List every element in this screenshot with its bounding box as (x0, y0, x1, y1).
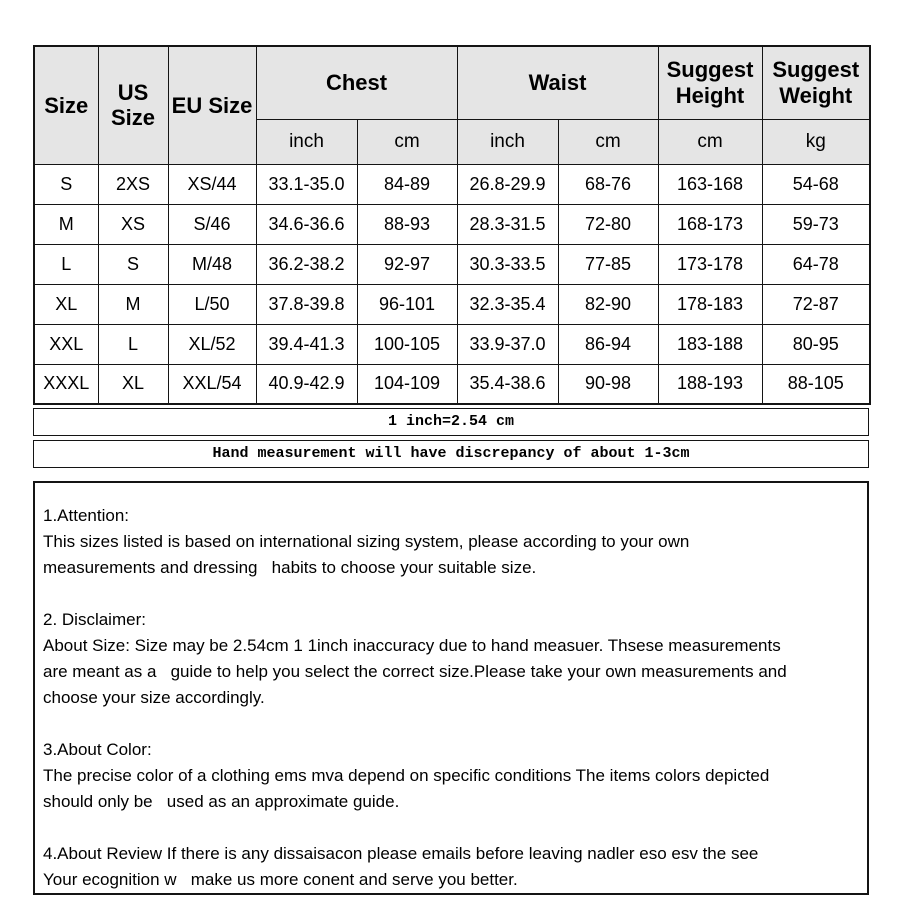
eu-size-cell: L/50 (168, 284, 256, 324)
size-chart-table (33, 45, 871, 405)
waist-inch-cell: 33.9-37.0 (457, 324, 558, 364)
info-line: This sizes listed is based on international sizing system, please according to your own (43, 532, 690, 551)
weight-cell: 80-95 (762, 324, 870, 364)
eu-size-cell: XS/44 (168, 164, 256, 204)
table-body (34, 164, 870, 404)
info-line: measurements and dressing habits to choose your suitable size. (43, 558, 537, 577)
chest-cm-cell: 96-101 (357, 284, 457, 324)
info-line: choose your size accordingly. (43, 688, 265, 707)
waist-cm-cell: 90-98 (558, 364, 658, 404)
size-cell: XXL (34, 324, 98, 364)
size-cell: M (34, 204, 98, 244)
height-cell: 168-173 (658, 204, 762, 244)
table-row (34, 364, 870, 404)
size-cell: L (34, 244, 98, 284)
waist-inch-cell: 32.3-35.4 (457, 284, 558, 324)
us-size-cell: M (98, 284, 168, 324)
eu-size-cell: XL/52 (168, 324, 256, 364)
info-line: About Size: Size may be 2.54cm 1 1inch inaccuracy due to hand measuer. Thsese measurements (43, 636, 781, 655)
us-size-cell: 2XS (98, 164, 168, 204)
table-row (34, 164, 870, 204)
column-header-waist: Waist (457, 46, 658, 119)
chest-cm-cell: 92-97 (357, 244, 457, 284)
info-line: 4.About Review If there is any dissaisacon please emails before leaving nadler eso esv the see (43, 844, 759, 863)
us-size-cell: L (98, 324, 168, 364)
waist-cm-cell: 68-76 (558, 164, 658, 204)
table-row (34, 324, 870, 364)
eu-size-cell: M/48 (168, 244, 256, 284)
waist-cm-cell: 86-94 (558, 324, 658, 364)
unit-header-chest-cm: cm (357, 119, 457, 164)
chest-cm-cell: 84-89 (357, 164, 457, 204)
size-cell: XXXL (34, 364, 98, 404)
unit-header-waist-cm: cm (558, 119, 658, 164)
height-cell: 178-183 (658, 284, 762, 324)
height-cell: 173-178 (658, 244, 762, 284)
info-line: Your ecognition w make us more conent and serve you better. (43, 870, 518, 889)
info-line: 1.Attention: (43, 506, 130, 525)
chest-inch-cell: 39.4-41.3 (256, 324, 357, 364)
chest-inch-cell: 40.9-42.9 (256, 364, 357, 404)
weight-cell: 88-105 (762, 364, 870, 404)
height-cell: 163-168 (658, 164, 762, 204)
chest-inch-cell: 34.6-36.6 (256, 204, 357, 244)
chest-cm-cell: 100-105 (357, 324, 457, 364)
column-header-suggest-weight: Suggest Weight (762, 46, 870, 119)
info-line: 3.About Color: (43, 740, 152, 759)
weight-cell: 72-87 (762, 284, 870, 324)
info-panel (33, 481, 869, 895)
chest-inch-cell: 36.2-38.2 (256, 244, 357, 284)
waist-cm-cell: 82-90 (558, 284, 658, 324)
waist-inch-cell: 35.4-38.6 (457, 364, 558, 404)
size-cell: S (34, 164, 98, 204)
eu-size-cell: S/46 (168, 204, 256, 244)
waist-cm-cell: 77-85 (558, 244, 658, 284)
column-header-chest: Chest (256, 46, 457, 119)
column-header-eu-size: EU Size (168, 46, 256, 164)
chest-cm-cell: 104-109 (357, 364, 457, 404)
unit-header-waist-inch: inch (457, 119, 558, 164)
size-cell: XL (34, 284, 98, 324)
info-section-about-review (43, 841, 859, 893)
info-line: 2. Disclaimer: (43, 610, 146, 629)
column-header-size: Size (34, 46, 98, 164)
waist-inch-cell: 30.3-33.5 (457, 244, 558, 284)
weight-cell: 54-68 (762, 164, 870, 204)
weight-cell: 64-78 (762, 244, 870, 284)
note-inch-conversion: 1 inch=2.54 cm (33, 408, 869, 436)
waist-cm-cell: 72-80 (558, 204, 658, 244)
waist-inch-cell: 26.8-29.9 (457, 164, 558, 204)
header-row-main (34, 46, 870, 119)
info-line: The precise color of a clothing ems mva depend on specific conditions The items colors depicted (43, 766, 770, 785)
unit-header-chest-inch: inch (256, 119, 357, 164)
weight-cell: 59-73 (762, 204, 870, 244)
us-size-cell: S (98, 244, 168, 284)
height-cell: 183-188 (658, 324, 762, 364)
us-size-cell: XL (98, 364, 168, 404)
unit-header-height-cm: cm (658, 119, 762, 164)
table-row (34, 244, 870, 284)
waist-inch-cell: 28.3-31.5 (457, 204, 558, 244)
info-section-disclaimer (43, 607, 859, 711)
chest-cm-cell: 88-93 (357, 204, 457, 244)
table-header (34, 46, 870, 164)
note-hand-measurement: Hand measurement will have discrepancy of about 1-3cm (33, 440, 869, 468)
column-header-us-size: US Size (98, 46, 168, 164)
chest-inch-cell: 33.1-35.0 (256, 164, 357, 204)
info-line: should only be used as an approximate guide. (43, 792, 400, 811)
unit-header-weight-kg: kg (762, 119, 870, 164)
column-header-suggest-height: Suggest Height (658, 46, 762, 119)
info-section-about-color (43, 737, 859, 815)
us-size-cell: XS (98, 204, 168, 244)
info-line: are meant as a guide to help you select the correct size.Please take your own measurements and (43, 662, 787, 681)
eu-size-cell: XXL/54 (168, 364, 256, 404)
chest-inch-cell: 37.8-39.8 (256, 284, 357, 324)
info-section-attention (43, 503, 859, 581)
height-cell: 188-193 (658, 364, 762, 404)
table-row (34, 284, 870, 324)
table-row (34, 204, 870, 244)
